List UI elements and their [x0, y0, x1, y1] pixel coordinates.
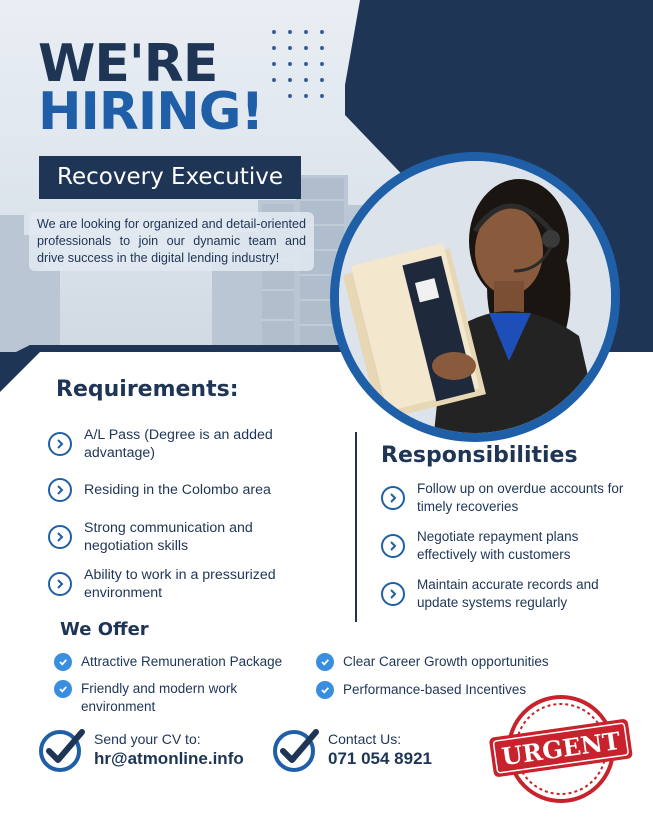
big-check-icon — [272, 726, 320, 774]
requirements-title: Requirements: — [56, 377, 239, 402]
responsibilities-title: Responsibilities — [381, 443, 578, 468]
chevron-right-icon — [48, 525, 72, 549]
check-circle-icon — [54, 680, 72, 698]
cv-contact — [38, 726, 244, 774]
responsibility-item — [381, 528, 637, 564]
requirement-text: Strong communication and negotiation skills — [84, 520, 253, 554]
offer-text: Performance-based Incentives — [343, 682, 527, 697]
headline-line2: HIRING! — [38, 82, 264, 142]
role-title: Recovery Executive — [39, 156, 301, 199]
requirement-text: Ability to work in a pressurized environment — [84, 567, 276, 601]
offer-item — [316, 653, 549, 671]
headline-line1: WE'RE — [38, 34, 218, 94]
dot-grid-decoration — [272, 30, 332, 100]
requirement-text: A/L Pass (Degree is an added advantage) — [84, 427, 273, 461]
phone-contact — [272, 726, 432, 774]
requirement-item — [48, 566, 324, 602]
headline — [38, 34, 264, 142]
chevron-right-icon — [381, 486, 405, 510]
chevron-right-icon — [381, 582, 405, 606]
phone-number[interactable]: 071 054 8921 — [328, 749, 432, 768]
agent-photo — [339, 161, 611, 433]
requirement-text: Residing in the Colombo area — [84, 482, 271, 498]
check-circle-icon — [316, 653, 334, 671]
check-circle-icon — [54, 653, 72, 671]
requirement-item — [48, 426, 324, 462]
chevron-right-icon — [48, 432, 72, 456]
urgent-stamp — [487, 694, 635, 804]
offer-text: Clear Career Growth opportunities — [343, 654, 549, 669]
offer-text: Attractive Remuneration Package — [81, 654, 283, 669]
chevron-right-icon — [48, 478, 72, 502]
responsibility-text: Maintain accurate records and update systems regularly — [417, 577, 599, 610]
responsibility-text: Negotiate repayment plans effectively with customers — [417, 529, 579, 562]
cv-label: Send your CV to: — [94, 731, 201, 747]
offer-title: We Offer — [60, 619, 149, 640]
cv-email[interactable]: hr@atmonline.info — [94, 749, 244, 768]
requirement-item — [48, 478, 324, 502]
phone-label: Contact Us: — [328, 731, 402, 747]
responsibility-item — [381, 576, 637, 612]
check-circle-icon — [316, 681, 334, 699]
big-check-icon — [38, 726, 86, 774]
intro-text: We are looking for organized and detail-oriented professionals to join our dynamic team and drive success in the digital lending industry! — [29, 212, 314, 271]
requirement-item — [48, 519, 324, 555]
column-divider — [355, 432, 357, 622]
offer-item — [54, 653, 282, 671]
agent-illustration — [339, 161, 611, 433]
offer-item — [54, 680, 284, 716]
responsibility-text: Follow up on overdue accounts for timely recoveries — [417, 481, 624, 514]
chevron-right-icon — [48, 572, 72, 596]
offer-text: Friendly and modern work environment — [81, 681, 238, 714]
stamp-text: URGENT — [499, 725, 623, 772]
chevron-right-icon — [381, 534, 405, 558]
responsibility-item — [381, 480, 637, 516]
